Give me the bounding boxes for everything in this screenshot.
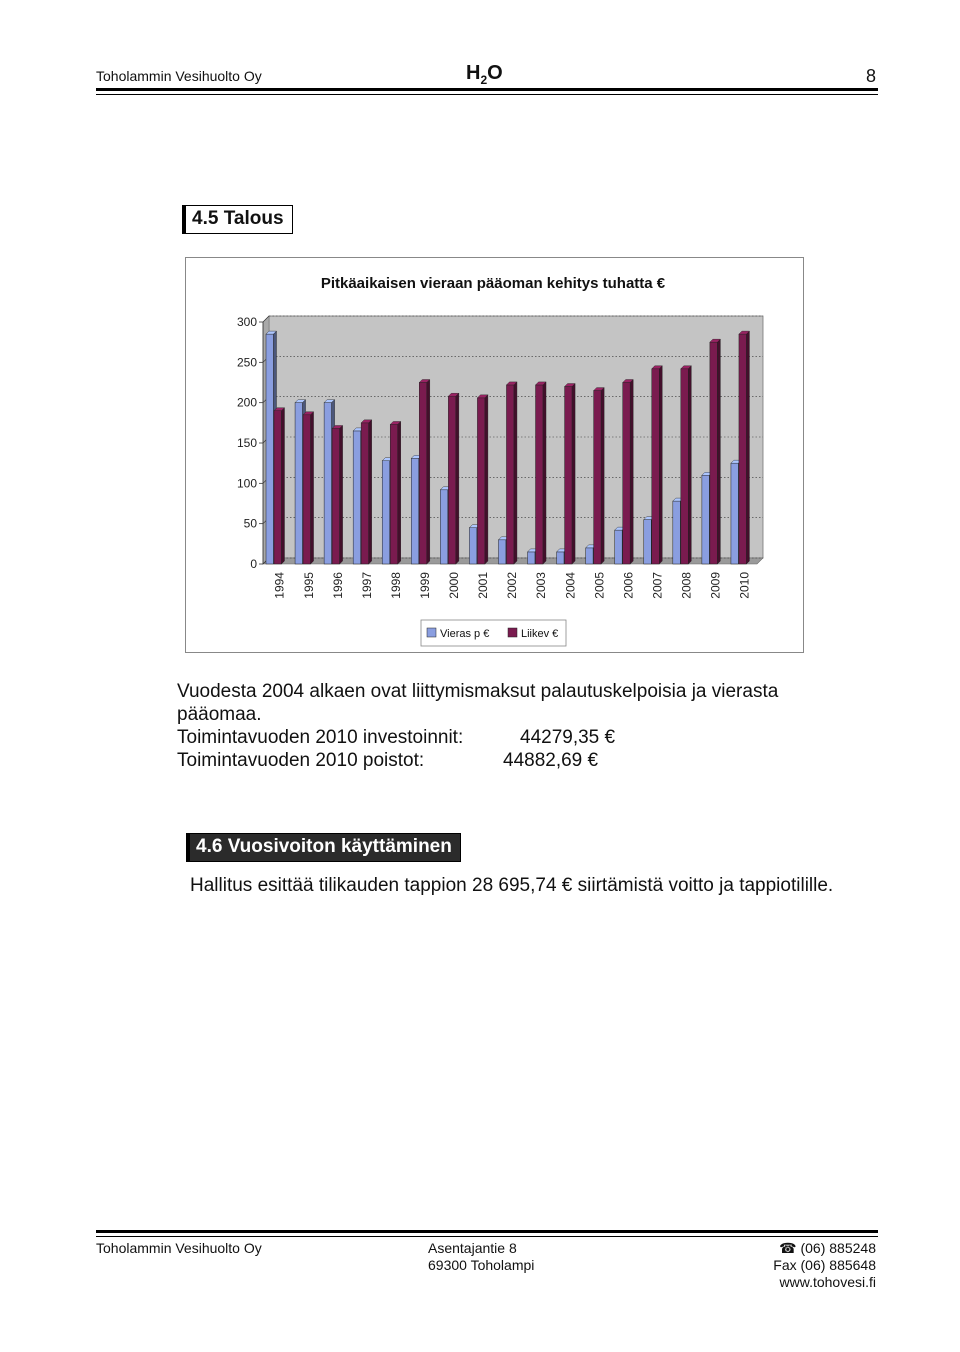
header-rule-thin (96, 94, 878, 95)
x-tick-label: 1996 (330, 572, 345, 599)
bar-vieras (498, 540, 506, 564)
y-tick-label: 0 (250, 557, 257, 571)
x-tick-label: 2005 (592, 572, 607, 599)
bar-liikev (419, 383, 427, 565)
footer-company: Toholammin Vesihuolto Oy (96, 1240, 262, 1256)
y-tick-label: 250 (236, 355, 257, 370)
paragraph-line-1: Vuodesta 2004 alkaen ovat liittymismaksut palautuskelpoisia ja vierasta (177, 681, 779, 702)
bar-vieras (440, 490, 448, 564)
bar-liikev (710, 342, 718, 564)
depreciation-label: Toimintavuoden 2010 poistot: (177, 750, 425, 771)
x-tick-label: 2001 (476, 572, 491, 599)
bar-vieras (586, 548, 594, 564)
bar-liikev (303, 415, 311, 564)
investments-label: Toimintavuoden 2010 investoinnit: (177, 727, 464, 748)
chart (186, 258, 803, 652)
bar-liikev (332, 428, 340, 564)
x-tick-label: 2009 (708, 572, 723, 599)
board-proposal-text: Hallitus esittää tilikauden tappion 28 695,74 € siirtämistä voitto ja tappiotilille. (190, 875, 834, 896)
footer-contact (766, 1240, 876, 1291)
bar-liikev (361, 423, 369, 564)
bar-side-liikev (659, 366, 662, 564)
x-tick-label: 2002 (505, 572, 520, 599)
bar-vieras (469, 528, 477, 564)
paragraph-fees (177, 680, 877, 726)
bar-vieras (528, 552, 536, 564)
footer-rule-thick (96, 1230, 878, 1233)
legend-swatch-vieras (427, 628, 436, 637)
bar-side-liikev (456, 393, 459, 564)
x-tick-label: 2008 (679, 572, 694, 599)
paragraph-line-2: pääomaa. (177, 704, 262, 725)
bar-side-liikev (543, 382, 546, 564)
bar-liikev (594, 391, 602, 564)
logo-sub: 2 (480, 73, 488, 87)
bar-liikev (390, 424, 398, 564)
bar-side-liikev (427, 380, 430, 565)
bar-liikev (565, 387, 573, 564)
section-heading-vuosivoitto: 4.6 Vuosivoiton käyttäminen (186, 833, 461, 862)
bar-side-liikev (688, 366, 691, 564)
footer-street: Asentajantie 8 (428, 1240, 517, 1256)
bar-vieras (557, 552, 565, 564)
bar-liikev (506, 385, 514, 564)
bar-side-liikev (717, 339, 720, 564)
logo-h: H (466, 62, 481, 84)
logo-o: O (487, 62, 503, 84)
bar-liikev (536, 385, 544, 564)
bar-side-liikev (630, 380, 633, 565)
bar-liikev (274, 411, 282, 564)
legend-label-vieras: Vieras p € (440, 628, 490, 640)
bar-vieras (702, 475, 710, 564)
depreciation-value: 44882,69 € (503, 750, 599, 771)
section-heading-talous: 4.5 Talous (182, 205, 293, 234)
bar-side-liikev (601, 388, 604, 564)
bar-vieras (673, 501, 681, 564)
phone-icon: ☎ (779, 1240, 797, 1256)
x-tick-label: 1999 (417, 572, 432, 599)
bar-side-liikev (340, 425, 343, 564)
bar-vieras (411, 458, 419, 564)
bar-vieras (353, 431, 361, 564)
bar-liikev (448, 396, 456, 564)
page-number: 8 (866, 66, 877, 86)
bar-vieras (324, 403, 332, 564)
x-tick-label: 1998 (388, 572, 403, 599)
footer-phone-line (766, 1240, 876, 1257)
bar-vieras (382, 461, 390, 564)
x-tick-label: 2006 (621, 572, 636, 599)
x-tick-label: 1995 (301, 572, 316, 599)
bar-liikev (652, 369, 660, 564)
bar-side-liikev (746, 331, 749, 564)
bar-vieras (731, 463, 739, 564)
y-tick-label: 150 (236, 436, 257, 450)
chart-title: Pitkäaikaisen vieraan pääoman kehitys tuhatta € (320, 275, 666, 292)
bar-vieras (615, 530, 623, 564)
bar-side-liikev (369, 420, 372, 564)
footer-phone: (06) 885248 (800, 1240, 876, 1256)
x-tick-label: 2000 (447, 572, 462, 599)
footer-web: www.tohovesi.fi (779, 1274, 876, 1290)
chart-frame (185, 257, 804, 653)
x-tick-label: 2010 (737, 572, 752, 599)
bar-vieras (295, 403, 303, 564)
bar-side-liikev (398, 421, 401, 564)
legend-swatch-liikev (508, 628, 517, 637)
footer-rule-thin (96, 1236, 878, 1237)
header-rule-thick (96, 88, 878, 91)
bar-side-liikev (485, 395, 488, 564)
y-tick-label: 50 (243, 516, 257, 531)
y-tick-label: 300 (236, 315, 257, 329)
x-tick-label: 2004 (563, 572, 578, 599)
x-tick-label: 2007 (650, 572, 665, 599)
header-company: Toholammin Vesihuolto Oy (96, 68, 262, 84)
header-logo (466, 62, 503, 87)
x-tick-label: 2003 (534, 572, 549, 599)
y-tick-label: 100 (236, 476, 257, 491)
footer-fax: Fax (06) 885648 (773, 1257, 876, 1273)
bar-liikev (681, 369, 689, 564)
footer-address (428, 1240, 534, 1274)
x-tick-label: 1997 (359, 572, 374, 599)
investments-value: 44279,35 € (520, 727, 616, 748)
bar-side-liikev (514, 382, 517, 564)
footer-postal: 69300 Toholampi (428, 1257, 535, 1273)
bar-liikev (477, 398, 485, 564)
bar-side-liikev (282, 408, 285, 564)
x-tick-label: 1994 (272, 572, 287, 599)
bar-liikev (739, 334, 747, 564)
bar-vieras (644, 520, 652, 564)
bar-side-liikev (572, 384, 575, 564)
bar-vieras (266, 334, 274, 564)
y-tick-label: 200 (236, 395, 257, 410)
bar-side-liikev (311, 412, 314, 564)
bar-liikev (623, 383, 631, 565)
legend-label-liikev: Liikev € (521, 628, 559, 640)
